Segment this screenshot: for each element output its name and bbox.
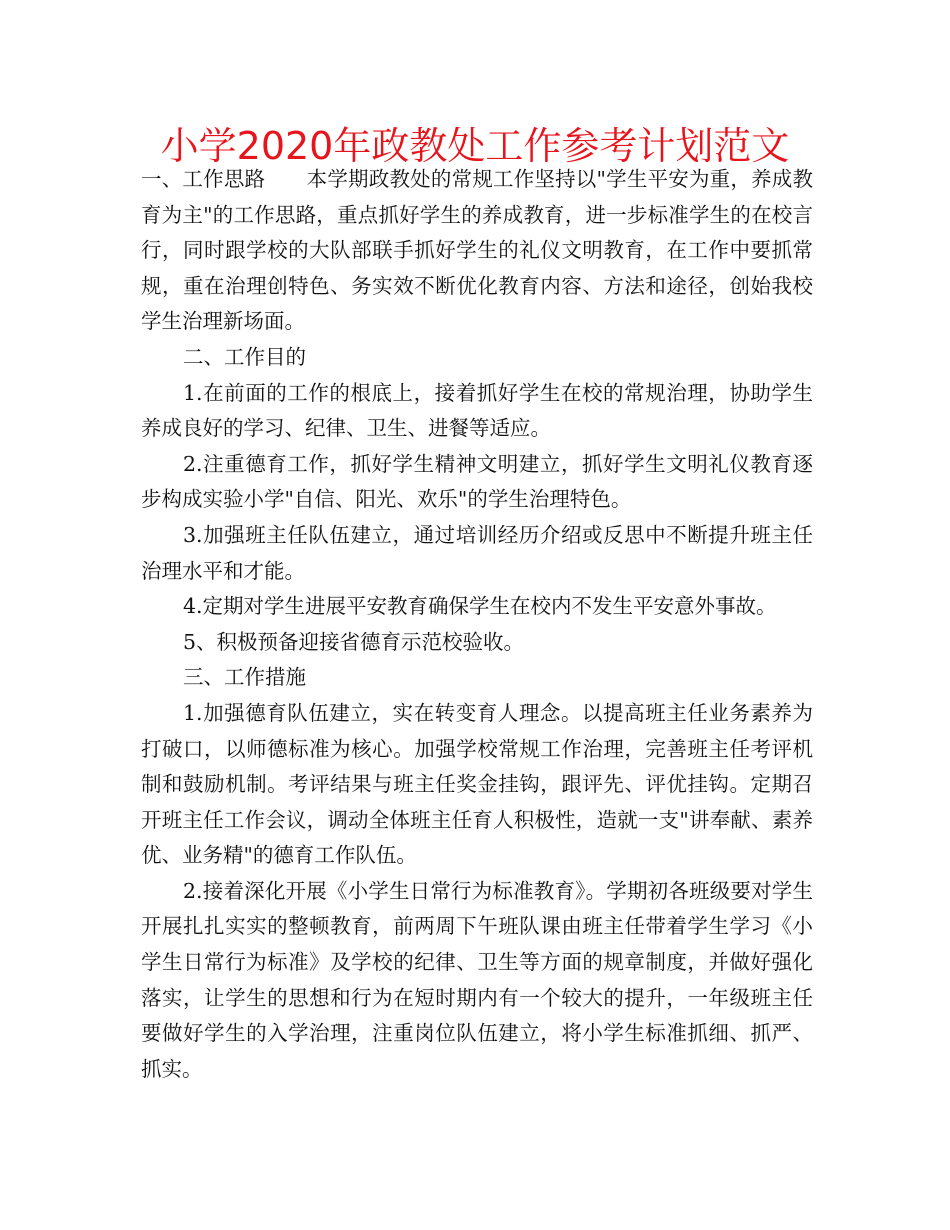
heading-work-measures: 三、工作措施 (183, 665, 306, 690)
paragraph-measure-2: 2.接着深化开展《小学生日常行为标准教育》。学期初各班级要对学生开展扎扎实实的整顿教育，前两周下午班队课由班主任带着学生学习《小学生日常行为标准》及学校的纪律、卫生等方面的规章制度，并做好强化落实，让学生的思想和行为在短时期内有一个较大的提升，一年级班主任要做好学生的入学治理，注重岗位队伍建立，将小学生标准抓细、抓严、抓实。 (141, 878, 813, 1081)
paragraph-work-approach: 一、工作思路 本学期政教处的常规工作坚持以"学生平安为重，养成教育为主"的工作思路，重点抓好学生的养成教育，进一步标准学生的在校言行，同时跟学校的大队部联手抓好学生的礼仪文明教育，在工作中要抓常规，重在治理创特色、务实效不断优化教育内容、方法和途径，创始我校学生治理新场面。 (141, 167, 813, 334)
paragraph-measure-1: 1.加强德育队伍建立，实在转变育人理念。以提高班主任业务素养为打破口，以师德标准为核心。加强学校常规工作治理，完善班主任考评机制和鼓励机制。考评结果与班主任奖金挂钩，跟评先、评优挂钩。定期召开班主任工作会议，调动全体班主任育人积极性，造就一支"讲奉献、素养优、业务精"的德育工作队伍。 (141, 700, 813, 868)
paragraph-goal-1: 1.在前面的工作的根底上，接着抓好学生在校的常规治理，协助学生养成良好的学习、纪律、卫生、进餐等适应。 (141, 380, 813, 441)
document-title: 小学2020年政教处工作参考计划范文 (160, 124, 790, 168)
paragraph-goal-4: 4.定期对学生进展平安教育确保学生在校内不发生平安意外事故。 (183, 594, 777, 619)
paragraph-goal-5: 5、积极预备迎接省德育示范校验收。 (183, 629, 525, 654)
heading-work-goals: 二、工作目的 (183, 344, 306, 369)
document-body (141, 162, 813, 1087)
paragraph-goal-3: 3.加强班主任队伍建立，通过培训经历介绍或反思中不断提升班主任治理水平和才能。 (141, 522, 813, 583)
paragraph-goal-2: 2.注重德育工作，抓好学生精神文明建立，抓好学生文明礼仪教育逐步构成实验小学"自信、阳光、欢乐"的学生治理特色。 (141, 451, 813, 512)
